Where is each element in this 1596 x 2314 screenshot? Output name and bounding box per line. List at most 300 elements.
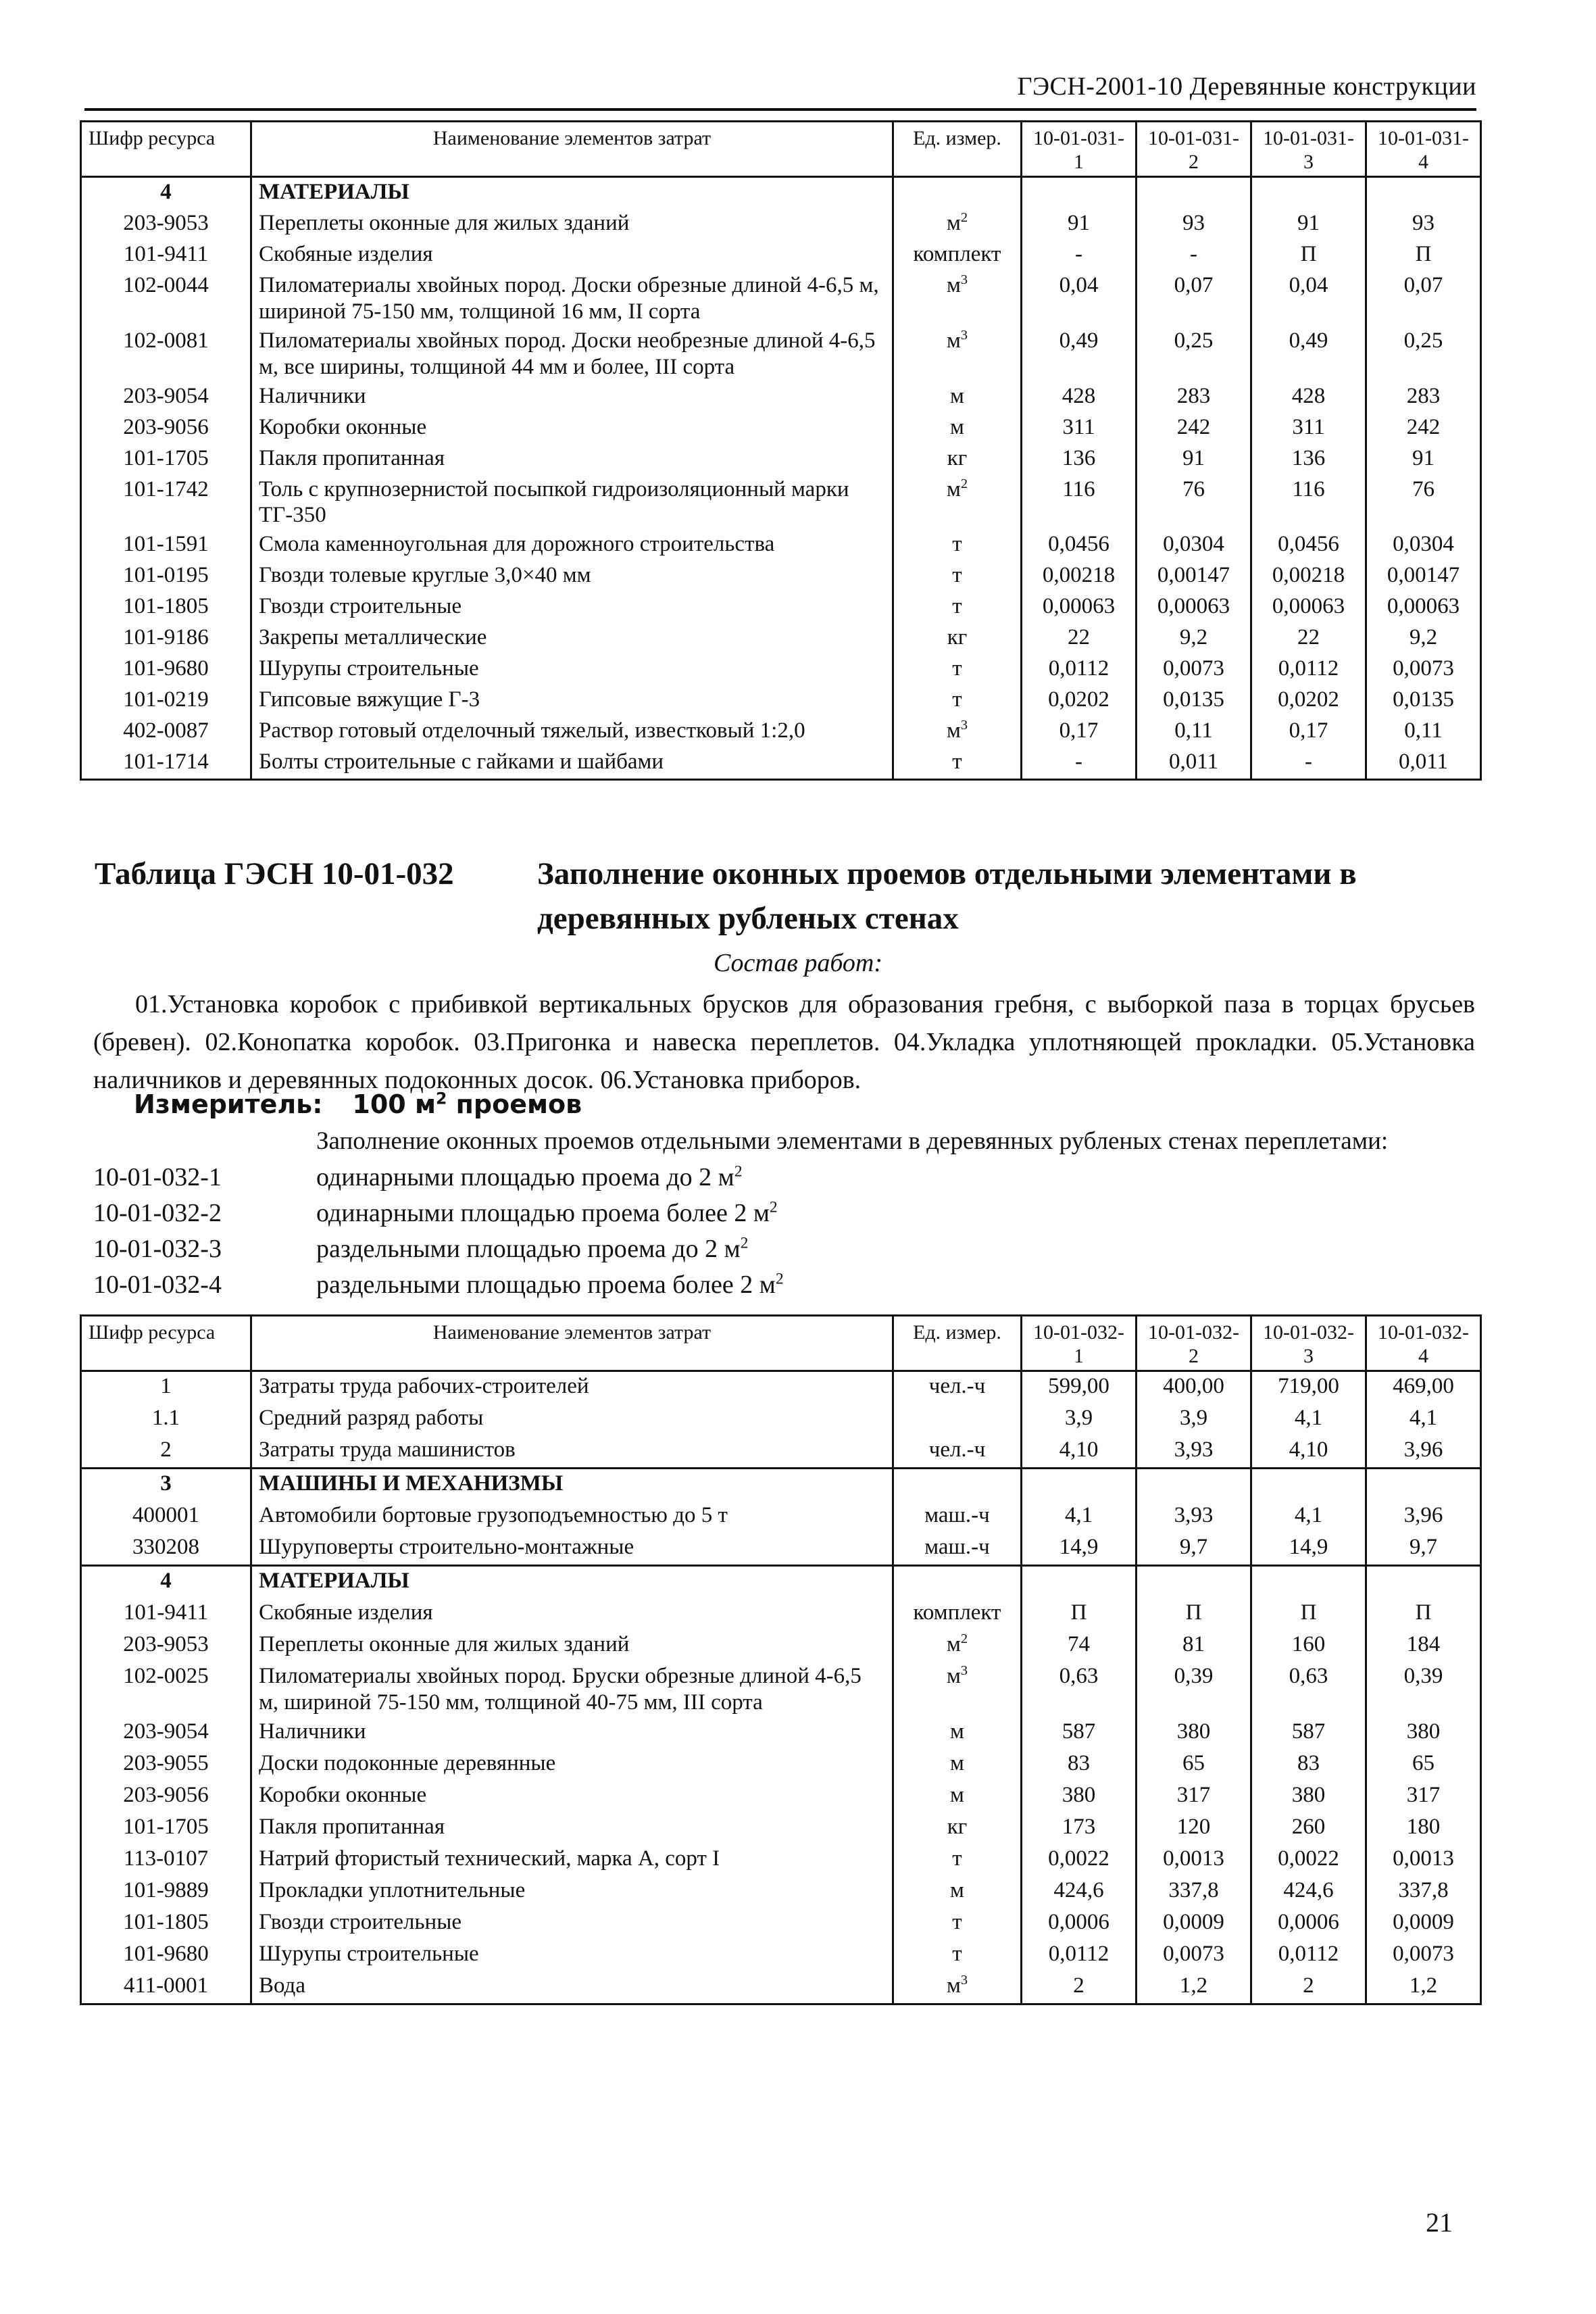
meter-label: Измеритель: [134,1089,323,1119]
resource-code: 330208 [81,1533,251,1566]
resource-value: 120 [1137,1813,1251,1844]
resource-value: 0,49 [1022,326,1137,382]
resource-value: 0,00147 [1137,561,1251,592]
unit-text: м [950,1877,964,1902]
composition-body: 01.Установка коробок с прибивкой вертикальных брусков для образования гребня, с выборкой паза в торцах брусьев (бревен). 02.Конопатка коробок. 03.Пригонка и навеска переплетов. 04.Укладка уплотняющей прокладки. 05.Установка наличников и деревянных подоконных досок. 06.Установка приборов. [93,990,1475,1094]
resource-value: П [1251,240,1366,271]
resource-name: Доски подоконные деревянные [251,1749,893,1781]
table-row [81,1908,1481,1940]
table-row [81,1717,1481,1749]
resource-value: 9,2 [1137,623,1251,654]
resource-unit [893,1565,1022,1598]
resource-name: Гипсовые вяжущие Г-3 [251,685,893,716]
resource-value [1366,1565,1481,1598]
resource-value: 81 [1137,1630,1251,1662]
variants-intro: Заполнение оконных проемов отдельными элементами в деревянных рубленых стенах переплетами: [316,1127,1389,1155]
section-row [81,1468,1481,1501]
resource-value: 0,00147 [1366,561,1481,592]
resource-value [1022,1565,1137,1598]
resource-value: 4,1 [1251,1404,1366,1435]
table-row [81,1501,1481,1533]
resource-unit [893,1844,1022,1876]
column-header-variant: 10-01-032-2 [1137,1316,1251,1371]
resource-value: 424,6 [1251,1876,1366,1908]
table-row [81,271,1481,326]
resource-value: 0,49 [1251,326,1366,382]
resource-value: 1,2 [1137,1971,1251,2004]
resource-name: Скобяные изделия [251,240,893,271]
resource-unit [893,240,1022,271]
resource-unit [893,561,1022,592]
resource-value: 380 [1251,1781,1366,1813]
resource-code: 101-0195 [81,561,251,592]
meter-value: 100 м [352,1089,437,1119]
resource-code: 4 [81,176,251,209]
resource-value: 400,00 [1137,1371,1251,1404]
resource-value: 22 [1022,623,1137,654]
resource-value: 0,11 [1137,716,1251,747]
composition-label: Состав работ: [713,949,883,977]
unit-text: чел.-ч [928,1437,986,1462]
resource-unit [893,592,1022,623]
resource-unit [893,1717,1022,1749]
unit-text: т [952,1909,962,1934]
unit-text: м [950,1719,964,1744]
table-row [81,1940,1481,1971]
resource-unit [893,1435,1022,1469]
resource-value: 14,9 [1022,1533,1137,1566]
resource-unit [893,1533,1022,1566]
resource-value: 0,63 [1022,1662,1137,1717]
table-row [81,561,1481,592]
resource-value: 0,0022 [1022,1844,1137,1876]
unit-text: комплект [913,241,1001,266]
column-header-variant: 10-01-031-4 [1366,122,1481,177]
resource-value: 599,00 [1022,1371,1137,1404]
resource-name: Натрий фтористый технический, марка А, сорт I [251,1844,893,1876]
resource-value: 0,0009 [1366,1908,1481,1940]
resource-value: 3,9 [1022,1404,1137,1435]
resource-value: 587 [1251,1717,1366,1749]
unit-text: м [946,210,961,235]
resource-value [1366,176,1481,209]
resource-code: 101-9680 [81,1940,251,1971]
resource-unit [893,1468,1022,1501]
resource-value: 0,04 [1022,271,1137,326]
resource-value: 424,6 [1022,1876,1137,1908]
column-header-code: Шифр ресурса [81,1316,251,1371]
resource-unit [893,1749,1022,1781]
resource-name: Наличники [251,1717,893,1749]
unit-exponent: 2 [960,476,968,491]
unit-text: м [950,1782,964,1807]
resource-unit [893,685,1022,716]
meter-sup: 2 [436,1089,447,1108]
resource-name: Гвозди строительные [251,592,893,623]
resource-value: 0,00218 [1022,561,1137,592]
resource-value: 3,96 [1366,1435,1481,1469]
table-title: Заполнение оконных проемов отдельными элементами в деревянных рубленых стенах [537,856,1357,936]
resource-code: 203-9056 [81,413,251,444]
resource-code: 1.1 [81,1404,251,1435]
resource-name: Смола каменноугольная для дорожного строительства [251,530,893,561]
resource-value: 242 [1366,413,1481,444]
resource-unit [893,444,1022,475]
table-row [81,1781,1481,1813]
resource-name: Затраты труда машинистов [251,1435,893,1469]
variant-code: 10-01-032-1 [93,1163,222,1191]
resource-code: 102-0025 [81,1662,251,1717]
resource-value: 22 [1251,623,1366,654]
resource-value: 0,0135 [1137,685,1251,716]
resource-value [1022,176,1137,209]
table-row [81,1598,1481,1630]
resource-name: Толь с крупнозернистой посыпкой гидроизоляционный марки ТГ-350 [251,475,893,531]
resource-value: 2 [1022,1971,1137,2004]
resource-name: Пиломатериалы хвойных пород. Доски обрезные длиной 4-6,5 м, шириной 75-150 мм, толщиной 16 мм, II сорта [251,271,893,326]
variant-text: раздельными площадью проема более 2 $м^2$ [316,1270,784,1299]
resource-value: 91 [1022,209,1137,240]
resource-unit [893,1940,1022,1971]
column-header-name: Наименование элементов затрат [251,1316,893,1371]
resource-value [1137,1565,1251,1598]
table-row [81,240,1481,271]
resource-value: 0,0022 [1251,1844,1366,1876]
resource-value: 380 [1137,1717,1251,1749]
section-row [81,176,1481,209]
resource-code: 101-9411 [81,1598,251,1630]
resource-unit [893,1876,1022,1908]
table-row [81,1404,1481,1435]
resource-code: 101-1805 [81,1908,251,1940]
resource-value: 0,00063 [1137,592,1251,623]
table-row [81,1435,1481,1469]
unit-text: т [952,656,962,681]
unit-text: маш.-ч [924,1534,990,1559]
resource-unit [893,1971,1022,2004]
resource-value: 4,1 [1366,1404,1481,1435]
resource-value: 380 [1022,1781,1137,1813]
resource-value: 337,8 [1137,1876,1251,1908]
resource-unit [893,1630,1022,1662]
page-number: 21 [1426,2207,1453,2238]
resource-value: 337,8 [1366,1876,1481,1908]
resource-code: 101-9411 [81,240,251,271]
resource-value: 74 [1022,1630,1137,1662]
resource-value: 83 [1022,1749,1137,1781]
running-header: ГЭСН-2001-10 Деревянные конструкции [84,66,1476,111]
resource-value: 0,00218 [1251,561,1366,592]
table-row [81,209,1481,240]
resource-value: 587 [1022,1717,1137,1749]
table-header-row [81,1316,1481,1371]
resource-value: 76 [1366,475,1481,531]
resource-unit [893,1781,1022,1813]
resource-value: 0,07 [1137,271,1251,326]
resource-unit [893,530,1022,561]
resource-value: 0,04 [1251,271,1366,326]
resource-unit [893,382,1022,413]
resource-code: 101-1805 [81,592,251,623]
resource-value: 283 [1137,382,1251,413]
variant-text: одинарными площадью проема до 2 $м^2$ [316,1162,743,1191]
resource-name: МАШИНЫ И МЕХАНИЗМЫ [251,1468,893,1501]
resource-value: 0,011 [1137,747,1251,780]
resource-value: 116 [1251,475,1366,531]
resource-value: 0,0073 [1137,1940,1251,1971]
resource-value: 0,0202 [1022,685,1137,716]
resources-table-031 [80,120,1482,781]
table-row [81,685,1481,716]
resource-code: 101-1714 [81,747,251,780]
resource-value: 0,17 [1251,716,1366,747]
table-header-row [81,122,1481,177]
table-row [81,475,1481,531]
unit-text: чел.-ч [928,1373,986,1398]
unit-text: т [952,563,962,588]
resource-value: 0,0456 [1251,530,1366,561]
resource-value: 0,07 [1366,271,1481,326]
resource-name: Наличники [251,382,893,413]
resource-value: 380 [1366,1717,1481,1749]
resource-value: 428 [1251,382,1366,413]
unit-text: т [952,749,962,774]
resource-value [1137,1468,1251,1501]
resource-code: 3 [81,1468,251,1501]
resource-value: 0,0013 [1366,1844,1481,1876]
resource-value: 91 [1137,444,1251,475]
resource-name: Болты строительные с гайками и шайбами [251,747,893,780]
resource-unit [893,654,1022,685]
resource-value: 719,00 [1251,1371,1366,1404]
resource-value: 0,0112 [1251,1940,1366,1971]
resource-value: 0,00063 [1366,592,1481,623]
resource-name: Пиломатериалы хвойных пород. Бруски обрезные длиной 4-6,5 м, шириной 75-150 мм, толщиной 40-75 мм, III сорта [251,1662,893,1717]
resource-code: 101-1591 [81,530,251,561]
resource-name: Коробки оконные [251,1781,893,1813]
resource-value: - [1022,747,1137,780]
resource-unit [893,747,1022,780]
resource-value: 3,93 [1137,1435,1251,1469]
resource-value: 1,2 [1366,1971,1481,2004]
resource-value: 4,10 [1251,1435,1366,1469]
resource-value: 65 [1137,1749,1251,1781]
resource-name: МАТЕРИАЛЫ [251,176,893,209]
resource-value: 91 [1366,444,1481,475]
unit-exponent: 3 [960,1972,968,1988]
table-row [81,1749,1481,1781]
resource-unit [893,1404,1022,1435]
column-header-variant: 10-01-032-3 [1251,1316,1366,1371]
unit-text: м [946,1663,961,1688]
resource-value: 0,0202 [1251,685,1366,716]
resource-value: 91 [1251,209,1366,240]
unit-exponent: 2 [960,210,968,225]
resource-value: 0,0006 [1022,1908,1137,1940]
unit-text: м [946,328,961,353]
resource-value: 242 [1137,413,1251,444]
unit-exponent: 3 [960,1663,968,1678]
resource-code: 101-9186 [81,623,251,654]
resource-value: 9,7 [1137,1533,1251,1566]
resource-unit [893,176,1022,209]
table-row [81,1876,1481,1908]
resource-unit [893,271,1022,326]
column-header-code: Шифр ресурса [81,122,251,177]
unit-text: т [952,594,962,619]
resource-value: 83 [1251,1749,1366,1781]
resource-value: 0,0013 [1137,1844,1251,1876]
resource-value: 3,96 [1366,1501,1481,1533]
unit-text: м [946,718,961,743]
resource-code: 203-9055 [81,1749,251,1781]
resource-name: Автомобили бортовые грузоподъемностью до 5 т [251,1501,893,1533]
unit-text: м [946,1631,961,1656]
resource-name: Шуруповерты строительно-монтажные [251,1533,893,1566]
resource-value: - [1022,240,1137,271]
resource-value: 173 [1022,1813,1137,1844]
resource-value [1366,1468,1481,1501]
unit-exponent: 2 [960,1631,968,1646]
resource-code: 2 [81,1435,251,1469]
resource-name: Пиломатериалы хвойных пород. Доски необрезные длиной 4-6,5 м, все ширины, толщиной 44 мм и более, III сорта [251,326,893,382]
unit-text: кг [947,625,968,650]
table-row [81,530,1481,561]
resource-value: 4,1 [1251,1501,1366,1533]
resource-unit [893,1662,1022,1717]
table-row [81,654,1481,685]
resource-code: 102-0044 [81,271,251,326]
unit-text: т [952,532,962,557]
resource-value: 4,10 [1022,1435,1137,1469]
column-header-unit: Ед. измер. [893,122,1022,177]
resource-value: 93 [1366,209,1481,240]
table-row [81,1971,1481,2004]
resource-unit [893,326,1022,382]
variant-text: одинарными площадью проема более 2 $м^2$ [316,1198,778,1227]
resource-value: 0,0112 [1251,654,1366,685]
resource-code: 411-0001 [81,1971,251,2004]
resource-code: 203-9056 [81,1781,251,1813]
resource-name: Раствор готовый отделочный тяжелый, известковый 1:2,0 [251,716,893,747]
resource-value: 0,0112 [1022,1940,1137,1971]
resource-value: 260 [1251,1813,1366,1844]
resource-value: П [1022,1598,1137,1630]
resources-table-032 [80,1314,1482,2005]
column-header-variant: 10-01-031-2 [1137,122,1251,177]
table-row [81,1533,1481,1566]
column-header-variant: 10-01-032-4 [1366,1316,1481,1371]
unit-text: т [952,1846,962,1871]
resource-value: - [1251,747,1366,780]
table-row [81,1662,1481,1717]
resource-value: 311 [1251,413,1366,444]
resource-name: Шурупы строительные [251,654,893,685]
resource-unit [893,1908,1022,1940]
resource-name: Закрепы металлические [251,623,893,654]
section-row [81,1565,1481,1598]
resource-name: Пакля пропитанная [251,444,893,475]
unit-text: кг [947,1814,968,1839]
resource-value: 180 [1366,1813,1481,1844]
resource-value: 283 [1366,382,1481,413]
resource-unit [893,716,1022,747]
resource-value: 0,0304 [1137,530,1251,561]
column-header-variant: 10-01-032-1 [1022,1316,1137,1371]
table-row [81,326,1481,382]
resource-value: 3,93 [1137,1501,1251,1533]
resource-value: 469,00 [1366,1371,1481,1404]
resource-code: 101-9889 [81,1876,251,1908]
resource-unit [893,1598,1022,1630]
resource-value: 93 [1137,209,1251,240]
resource-value: 136 [1251,444,1366,475]
unit-text: кг [947,445,968,470]
resource-value: 0,0009 [1137,1908,1251,1940]
resource-name: Средний разряд работы [251,1404,893,1435]
table-number: Таблица ГЭСН 10-01-032 [95,856,454,891]
resource-code: 102-0081 [81,326,251,382]
resource-code: 101-1742 [81,475,251,531]
resource-value [1251,1565,1366,1598]
resource-value: 0,00063 [1022,592,1137,623]
unit-text: т [952,687,962,712]
variant-code: 10-01-032-3 [93,1235,222,1263]
unit-text: м [946,1973,961,1998]
resource-code: 1 [81,1371,251,1404]
resource-code: 101-0219 [81,685,251,716]
resource-value: П [1251,1598,1366,1630]
resource-value: 0,39 [1137,1662,1251,1717]
composition-text [93,985,1475,1099]
unit-exponent: 3 [960,272,968,287]
table-row [81,623,1481,654]
resource-value: 0,011 [1366,747,1481,780]
resource-value: 0,0073 [1366,654,1481,685]
resource-value: 0,25 [1137,326,1251,382]
resource-name: Шурупы строительные [251,1940,893,1971]
resource-value [1022,1468,1137,1501]
resource-value: 0,63 [1251,1662,1366,1717]
resource-value: - [1137,240,1251,271]
unit-text: м [946,476,961,501]
table-row [81,382,1481,413]
resource-value: 2 [1251,1971,1366,2004]
resource-value: 65 [1366,1749,1481,1781]
resource-code: 4 [81,1565,251,1598]
table-row [81,1371,1481,1404]
resource-value: 0,25 [1366,326,1481,382]
resource-name: Затраты труда рабочих-строителей [251,1371,893,1404]
resource-code: 203-9054 [81,382,251,413]
resource-code: 203-9053 [81,209,251,240]
resource-value: 3,9 [1137,1404,1251,1435]
resource-unit [893,623,1022,654]
variant-text: раздельными площадью проема до 2 $м^2$ [316,1234,749,1263]
resource-value: 9,2 [1366,623,1481,654]
resource-value: 14,9 [1251,1533,1366,1566]
unit-text: т [952,1941,962,1966]
resource-value: 0,0073 [1366,1940,1481,1971]
resource-name: МАТЕРИАЛЫ [251,1565,893,1598]
resource-value: 0,00063 [1251,592,1366,623]
resource-value [1251,176,1366,209]
unit-text: комплект [913,1600,1001,1625]
resource-code: 400001 [81,1501,251,1533]
column-header-variant: 10-01-031-1 [1022,122,1137,177]
column-header-name: Наименование элементов затрат [251,122,893,177]
resource-code: 113-0107 [81,1844,251,1876]
